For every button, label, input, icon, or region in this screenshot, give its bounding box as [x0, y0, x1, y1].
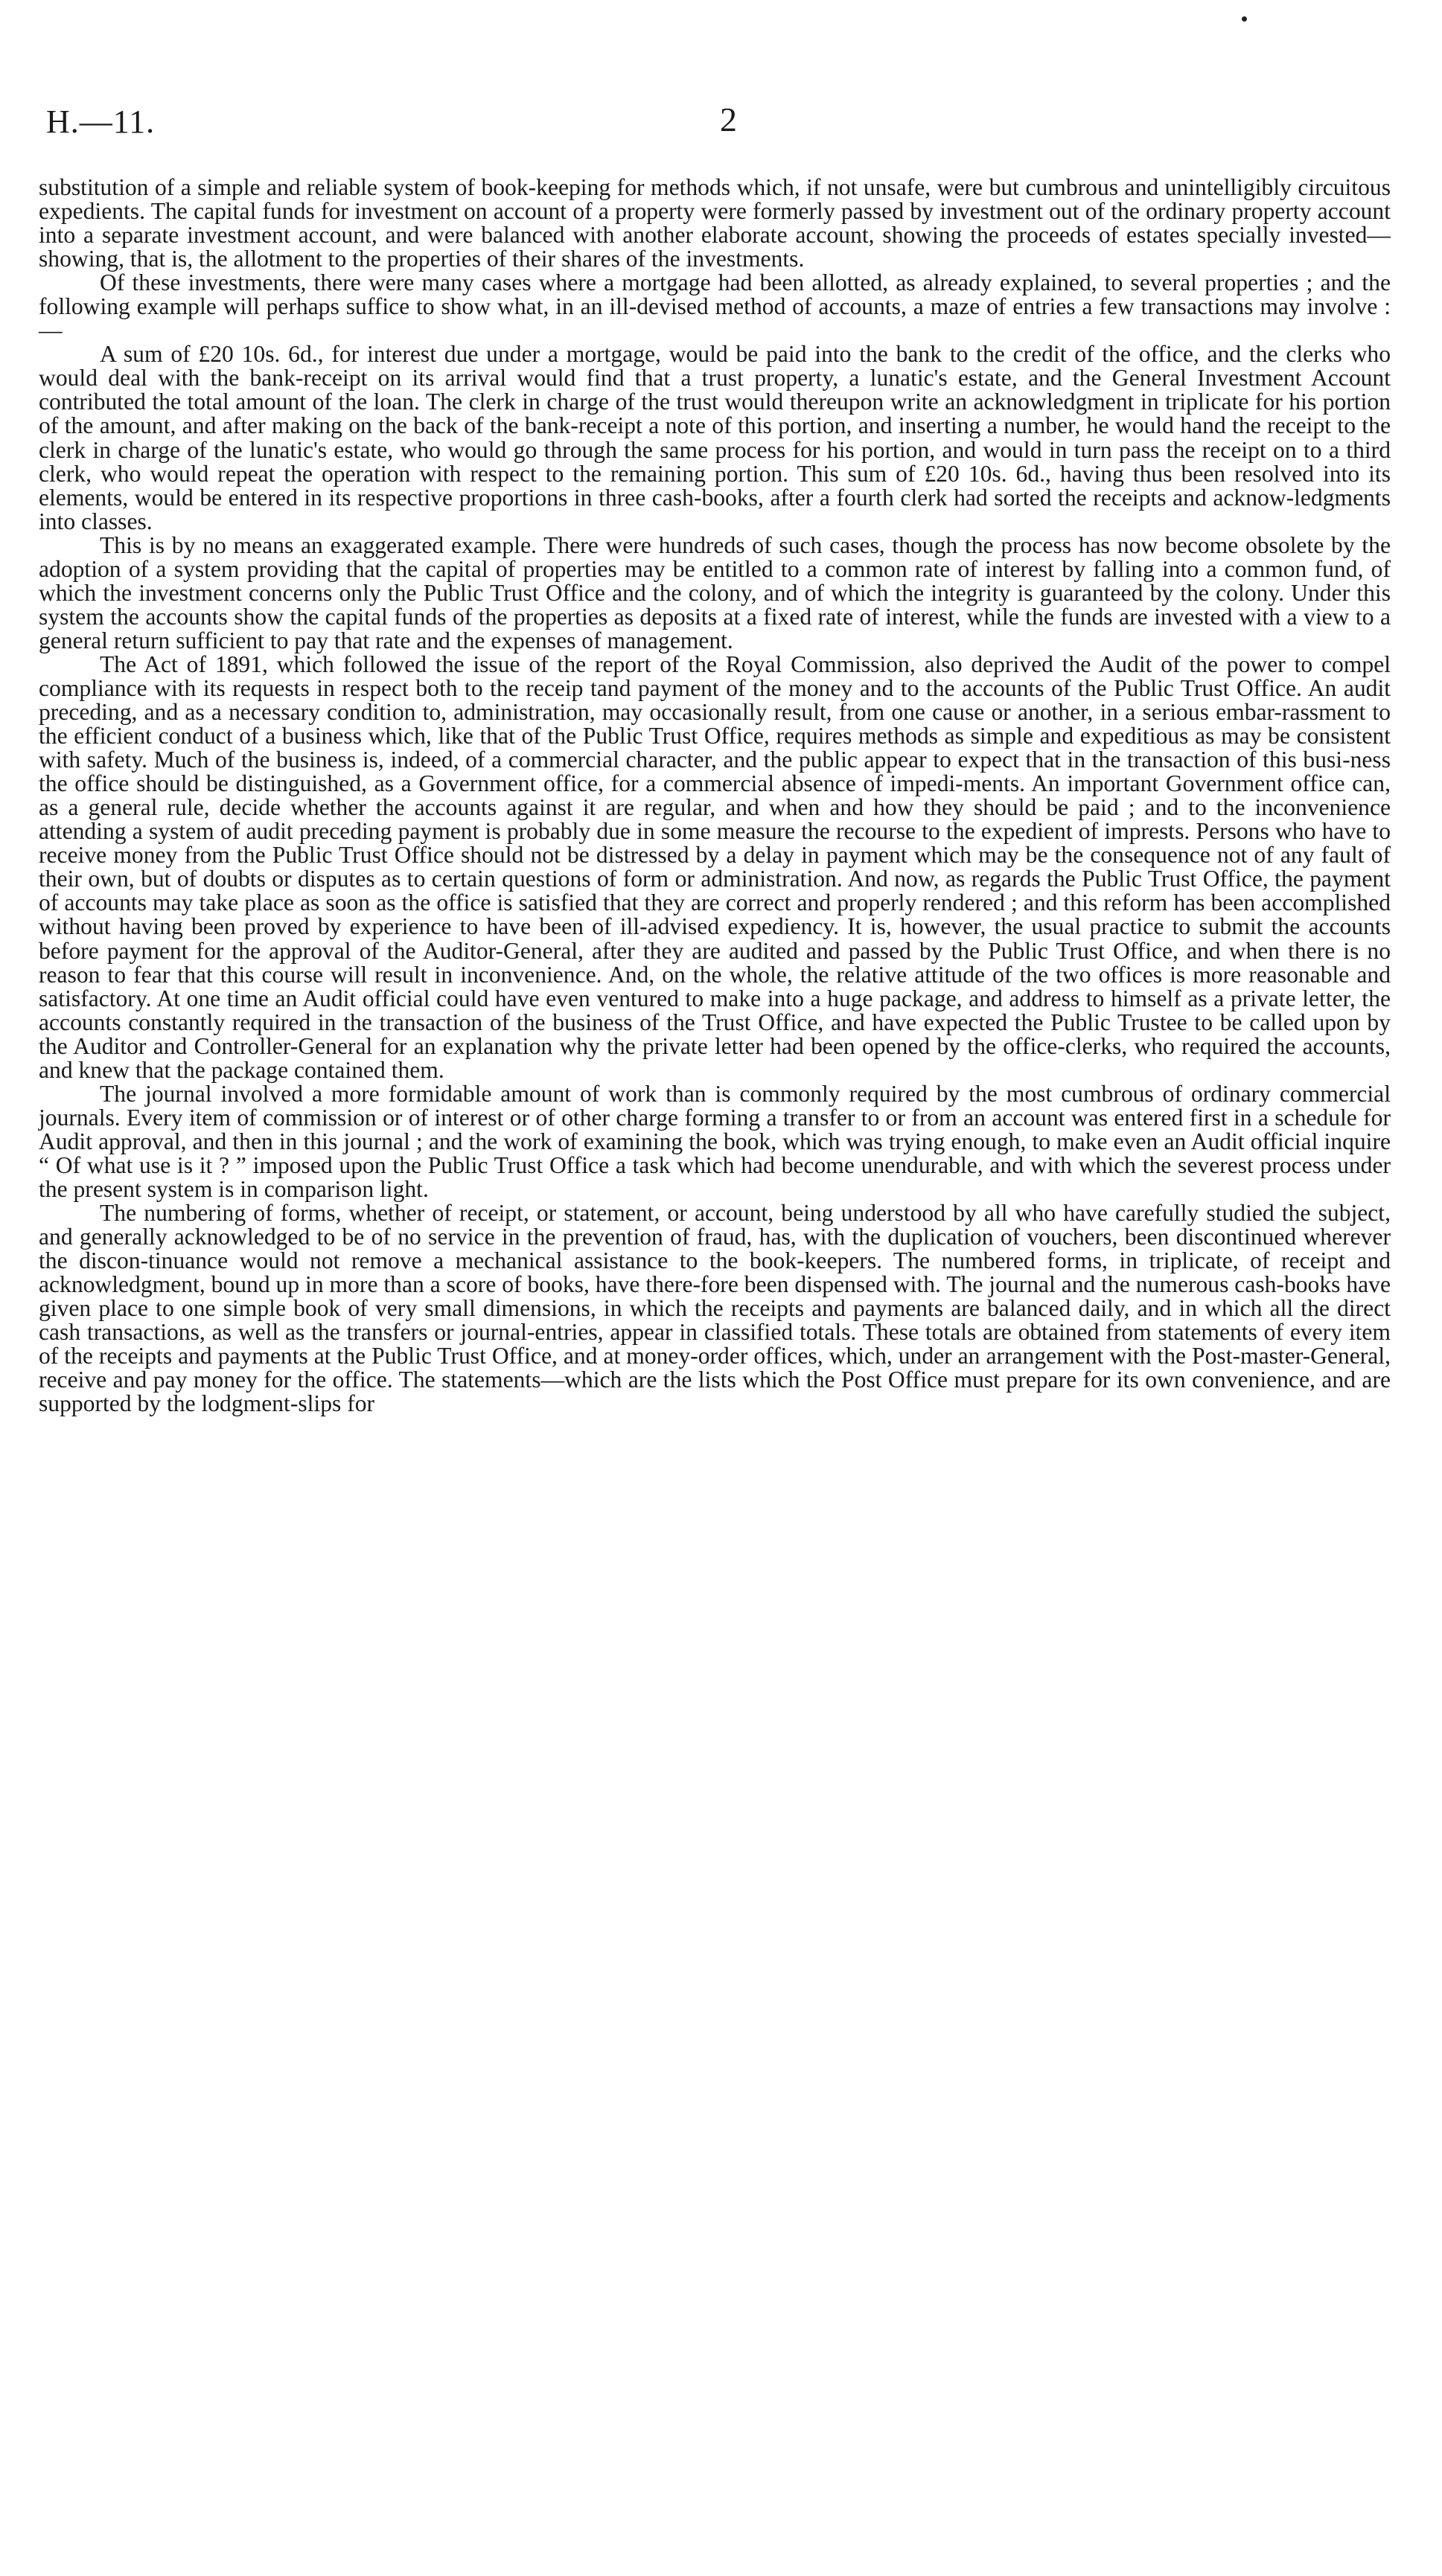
document-reference: H.—11. [46, 103, 156, 140]
paragraph-continuation: substitution of a simple and reliable system of book-keeping for methods which, if not unsafe, were but cumbrous and unintelligibly circuitous expedients. The capital funds for investment on account of a property were formerly passed by investment out of the ordinary property account into a separate investment account, and were balanced with another elaborate account, showing the proceeds of estates specially invested—showing, that is, the allotment to the properties of their shares of the investments. [39, 174, 1391, 272]
paragraph-journal: The journal involved a more formidable amount of work than is commonly required by the most cumbrous of ordinary commercial journals. Every item of commission or of interest or of other charge forming a transfer to or from an account was entered first in a schedule for Audit approval, and then in this journal ; and the work of examining the book, which was trying enough, to make even an Audit official inquire “ Of what use is it ? ” imposed upon the Public Trust Office a task which had become unendurable, and with which the severest process under the present system is in comparison light. [39, 1080, 1391, 1202]
page-header [46, 100, 1394, 147]
paragraph-investments: Of these investments, there were many cases where a mortgage had been allotted, as already explained, to several properties ; and the following example will perhaps suffice to show what, in an ill-devised method of accounts, a maze of entries a few transactions may involve :— [39, 269, 1391, 344]
paragraph-common-fund: This is by no means an exaggerated example. There were hundreds of such cases, though the process has now become obsolete by the adoption of a system providing that the capital of properties may be entitled to a common rate of interest by falling into a common fund, of which the investment concerns only the Public Trust Office and the colony, and of which the integrity is guaranteed by the colony. Under this system the accounts show the capital funds of the properties as deposits at a fixed rate of interest, while the funds are invested with a view to a general return sufficient to pay that rate and the expenses of management. [39, 531, 1391, 653]
page-number: 2 [720, 100, 737, 138]
paragraph-act-1891: The Act of 1891, which followed the issue of the report of the Royal Commission, also deprived the Audit of the power to compel compliance with its requests in respect both to the receip tand payment of the money and to the accounts of the Public Trust Office. An audit preceding, and as a necessary condition to, administration, may occasionally result, from one cause or another, in a serious embar-rassment to the efficient conduct of a business which, like that of the Public Trust Office, requires methods as simple and expeditious as may be consistent with safety. Much of the business is, indeed, of a commercial character, and the public appear to expect that in the transaction of this busi-ness the office should be distinguished, as a Government office, for a commercial absence of impedi-ments. An important Government office can, as a general rule, decide whether the accounts against it are regular, and when and how they should be paid ; and to the inconvenience attending a system of audit preceding payment is probably due in some measure the recourse to the expedient of imprests. Persons who have to receive money from the Public Trust Office should not be distressed by a delay in payment which may be the consequence not of any fault of their own, but of doubts or disputes as to certain questions of form or administration. And now, as regards the Public Trust Office, the payment of accounts may take place as soon as the office is satisfied that they are correct and properly rendered ; and this reform has been accomplished without having been proved by experience to have been of ill-advised expediency. It is, however, the usual practice to submit the accounts before payment for the approval of the Auditor-General, after they are audited and passed by the Public Trust Office, and when there is no reason to fear that this course will result in inconvenience. And, on the whole, the relative attitude of the two offices is more reasonable and satisfactory. At one time an Audit official could have even ventured to make into a huge package, and address to himself as a private letter, the accounts constantly required in the transaction of the business of the Trust Office, and have expected the Public Trustee to be called upon by the Auditor and Controller-General for an explanation why the private letter had been opened by the office-clerks, who required the accounts, and knew that the package contained them. [39, 651, 1391, 1083]
print-speck [1242, 16, 1247, 22]
paragraph-numbering-forms: The numbering of forms, whether of receipt, or statement, or account, being understood by all who have carefully studied the subject, and generally acknowledged to be of no service in the prevention of fraud, has, with the duplication of vouchers, been discontinued wherever the discon-tinuance would not remove a mechanical assistance to the book-keepers. The numbered forms, in triplicate, of receipt and acknowledgment, bound up in more than a score of books, have there-fore been dispensed with. The journal and the numerous cash-books have given place to one simple book of very small dimensions, in which the receipts and payments are balanced daily, and in which all the direct cash transactions, as well as the transfers or journal-entries, appear in classified totals. These totals are obtained from statements of every item of the receipts and payments at the Public Trust Office, and at money-order offices, which, under an arrangement with the Post-master-General, receive and pay money for the office. The statements—which are the lists which the Post Office must prepare for its own convenience, and are supported by the lodgment-slips for [39, 1200, 1391, 1417]
body-text [39, 176, 1391, 1416]
paragraph-example: A sum of £20 10s. 6d., for interest due under a mortgage, would be paid into the bank to the credit of the office, and the clerks who would deal with the bank-receipt on its arrival would find that a trust property, a lunatic's estate, and the General Investment Account contributed the total amount of the loan. The clerk in charge of the trust would thereupon write an acknowledgment in triplicate for his portion of the amount, and after making on the back of the bank-receipt a note of this portion, and inserting a number, he would hand the receipt to the clerk in charge of the lunatic's estate, who would go through the same process for his portion, and would in turn pass the receipt on to a third clerk, who would repeat the operation with respect to the remaining portion. This sum of £20 10s. 6d., having thus been resolved into its elements, would be entered in its respective proportions in three cash-books, after a fourth clerk had sorted the receipts and acknow-ledgments into classes. [39, 341, 1391, 534]
